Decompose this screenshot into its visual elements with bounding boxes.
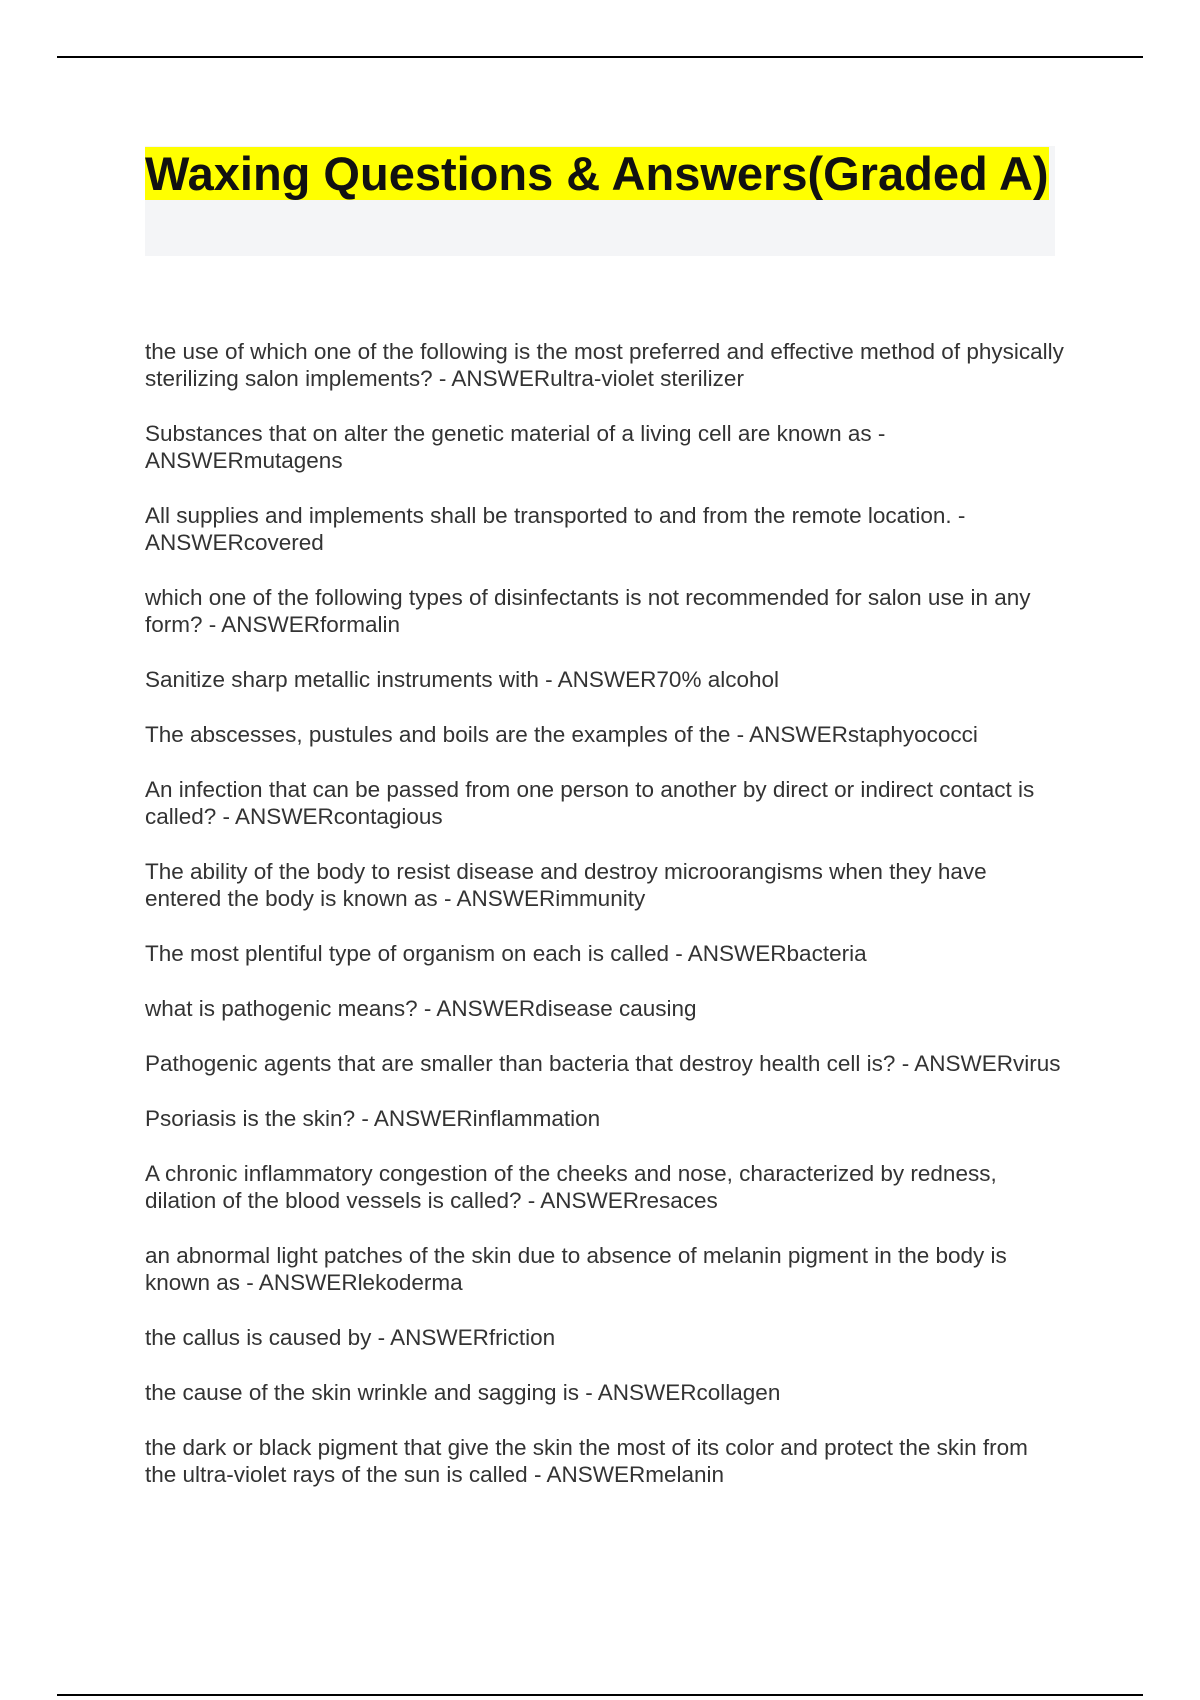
- page-bottom-rule: [57, 1694, 1143, 1696]
- qa-item-15: the callus is caused by - ANSWERfriction: [145, 1325, 556, 1350]
- qa-list: [145, 338, 1065, 1516]
- page-title-text: Waxing Questions & Answers(Graded A): [145, 147, 1049, 200]
- qa-item-6: The abscesses, pustules and boils are the examples of the - ANSWERstaphyococci: [145, 722, 978, 747]
- qa-item-8: The ability of the body to resist disease and destroy microorangisms when they have entered the body is known as - ANSWERimmunity: [145, 859, 987, 911]
- qa-item-3: All supplies and implements shall be transported to and from the remote location. - ANSWERcovered: [145, 503, 966, 555]
- qa-item-10: what is pathogenic means? - ANSWERdisease causing: [145, 996, 697, 1021]
- page-top-rule: [57, 56, 1143, 58]
- qa-item-13: A chronic inflammatory congestion of the cheeks and nose, characterized by redness, dilation of the blood vessels is called? - ANSWERresaces: [145, 1161, 997, 1213]
- qa-item-4: which one of the following types of disinfectants is not recommended for salon use in any form? - ANSWERformalin: [145, 585, 1031, 637]
- qa-item-7: An infection that can be passed from one person to another by direct or indirect contact is called? - ANSWERcontagious: [145, 777, 1035, 829]
- qa-item-2: Substances that on alter the genetic material of a living cell are known as - ANSWERmutagens: [145, 421, 886, 473]
- page-title: [145, 146, 1055, 201]
- qa-item-14: an abnormal light patches of the skin due to absence of melanin pigment in the body is known as - ANSWERlekoderma: [145, 1243, 1007, 1295]
- qa-item-5: Sanitize sharp metallic instruments with - ANSWER70% alcohol: [145, 667, 779, 692]
- qa-item-11: Pathogenic agents that are smaller than bacteria that destroy health cell is? - ANSWERvirus: [145, 1051, 1061, 1076]
- qa-item-1: the use of which one of the following is the most preferred and effective method of physically sterilizing salon implements? - ANSWERultra-violet sterilizer: [145, 339, 1064, 391]
- qa-item-12: Psoriasis is the skin? - ANSWERinflammation: [145, 1106, 601, 1131]
- qa-item-16: the cause of the skin wrinkle and sagging is - ANSWERcollagen: [145, 1380, 781, 1405]
- title-block: [145, 146, 1055, 256]
- qa-item-9: The most plentiful type of organism on each is called - ANSWERbacteria: [145, 941, 867, 966]
- qa-item-17: the dark or black pigment that give the skin the most of its color and protect the skin from the ultra-violet rays of the sun is called - ANSWERmelanin: [145, 1435, 1028, 1487]
